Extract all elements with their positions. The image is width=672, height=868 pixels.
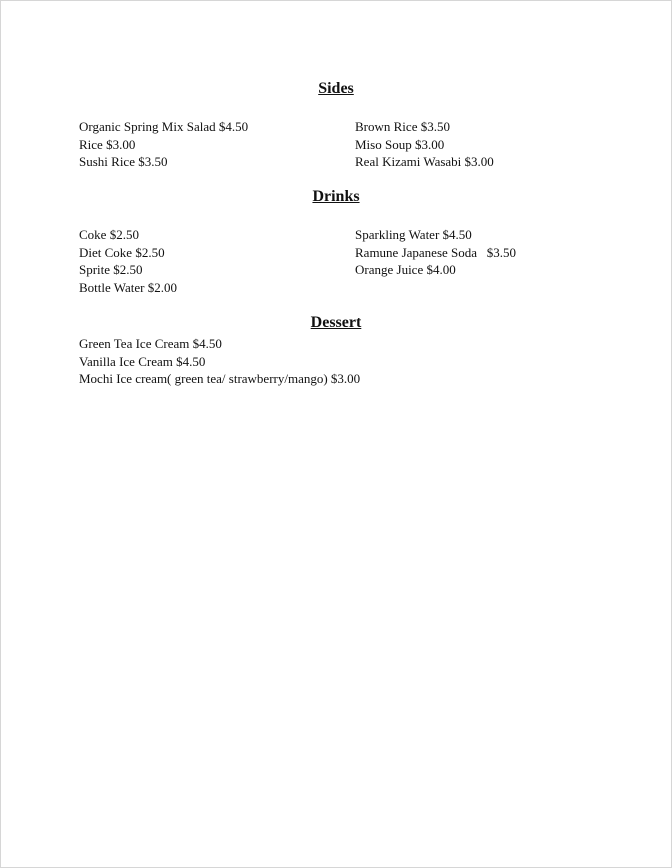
- drinks-left-column: [79, 226, 177, 296]
- menu-item: Sparkling Water $4.50: [355, 227, 472, 242]
- sides-right-column: [355, 118, 494, 171]
- sides-left-column: [79, 118, 248, 171]
- menu-item: Real Kizami Wasabi $3.00: [355, 154, 494, 169]
- menu-item: Green Tea Ice Cream $4.50: [79, 336, 222, 351]
- menu-item: Bottle Water $2.00: [79, 279, 178, 295]
- menu-item: Vanilla Ice Cream $4.50: [79, 353, 206, 369]
- sides-heading: Sides: [318, 80, 354, 97]
- menu-item: Coke $2.50: [79, 227, 139, 242]
- menu-item: Orange Juice $4.00: [355, 262, 456, 277]
- drinks-heading: Drinks: [312, 188, 360, 205]
- menu-item: Mochi Ice cream( green tea/ strawberry/mango) $3.00: [79, 371, 361, 386]
- menu-item: Sprite $2.50: [79, 262, 143, 277]
- dessert-heading: Dessert: [310, 314, 362, 331]
- menu-item: Ramune Japanese Soda $3.50: [355, 244, 517, 260]
- drinks-right-column: [355, 226, 516, 279]
- menu-item: Brown Rice $3.50: [355, 119, 450, 134]
- menu-item: Diet Coke $2.50: [79, 244, 165, 260]
- dessert-column: [79, 335, 360, 388]
- menu-item: Organic Spring Mix Salad $4.50: [79, 119, 249, 134]
- menu-item: Sushi Rice $3.50: [79, 154, 168, 169]
- menu-item: Rice $3.00: [79, 136, 136, 152]
- menu-item: Miso Soup $3.00: [355, 136, 445, 152]
